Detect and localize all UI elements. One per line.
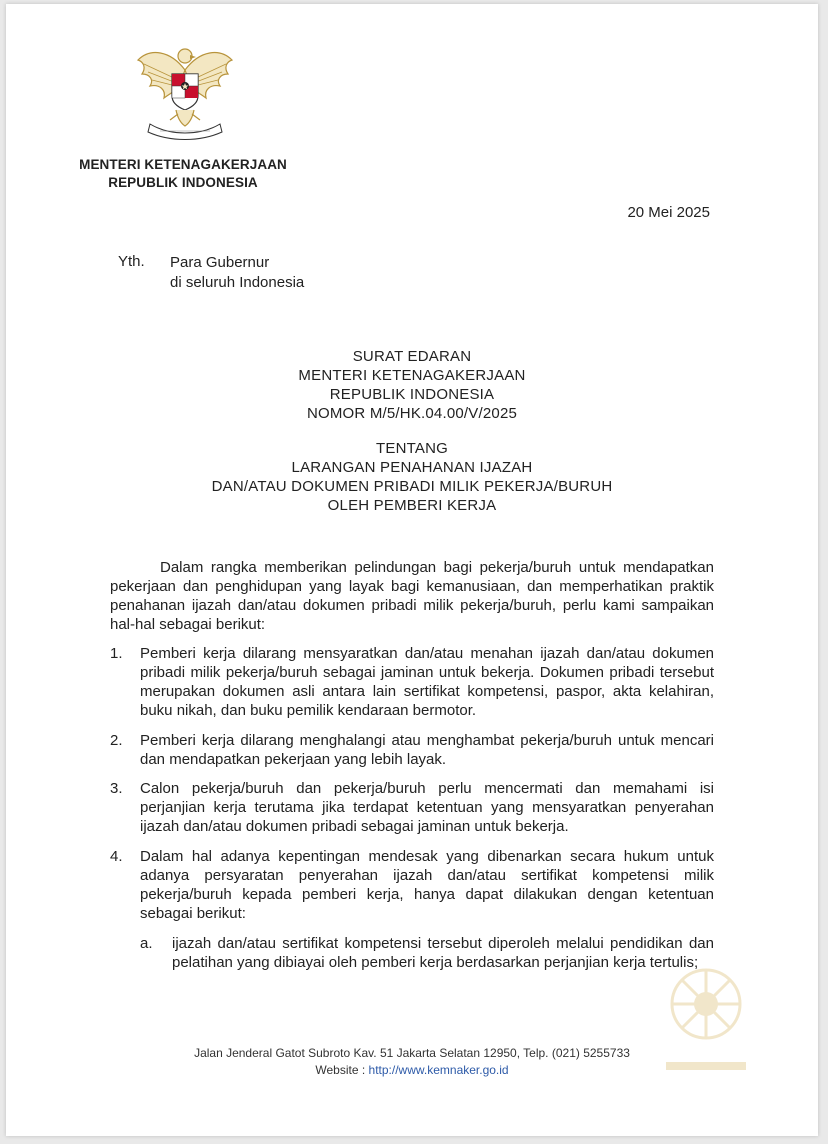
list-item-number: 1.: [110, 645, 123, 662]
list-item: [110, 779, 714, 836]
ministry-heading: [78, 156, 288, 192]
subject-label: TENTANG: [376, 440, 448, 457]
subject-line-2: DAN/ATAU DOKUMEN PRIBADI MILIK PEKERJA/BURUH: [211, 478, 613, 495]
list-item: [110, 731, 714, 769]
sub-list-item-letter: a.: [140, 935, 153, 952]
garuda-emblem-icon: [130, 40, 240, 144]
list-item-text: Calon pekerja/buruh dan pekerja/buruh perlu mencermati dan memahami isi perjanjian kerja terutama jika terdapat ketentuan yang mensyaratkan penyerahan ijazah dan/atau dokumen pribadi sebagai jaminan untuk bekerja.: [140, 780, 714, 835]
title-line-2: MENTERI KETENAGAKERJAAN: [298, 367, 526, 384]
list-item: [110, 644, 714, 720]
subject-line-1: LARANGAN PENAHANAN IJAZAH: [291, 459, 533, 476]
footer-address: Jalan Jenderal Gatot Subroto Kav. 51 Jakarta Selatan 12950, Telp. (021) 5255733: [194, 1046, 630, 1060]
website-label: Website :: [315, 1063, 366, 1077]
addressee-line-1: Para Gubernur: [170, 254, 270, 271]
website-link[interactable]: http://www.kemnaker.go.id: [368, 1063, 509, 1077]
list-item-text: Pemberi kerja dilarang menghalangi atau menghambat pekerja/buruh untuk mencari dan mendapatkan pekerjaan yang lebih layak.: [140, 732, 714, 768]
list-item-text: Dalam hal adanya kepentingan mendesak yang dibenarkan secara hukum untuk adanya persyaratan penyerahan ijazah dan/atau sertifikat kompetensi milik pekerja/buruh kepada pemberi kerja, hanya dapat dilakukan dengan ketentuan sebagai berikut:: [140, 848, 714, 922]
title-line-3: REPUBLIK INDONESIA: [329, 386, 495, 403]
list-item: [110, 847, 714, 923]
ministry-line-2: REPUBLIK INDONESIA: [108, 175, 258, 190]
list-item-text: Pemberi kerja dilarang mensyaratkan dan/atau menahan ijazah dan/atau dokumen pribadi milik pekerja/buruh sebagai jaminan untuk bekerja. Dokumen pribadi tersebut merupakan dokumen asli antara lain sertifikat kompetensi, paspor, akta kelahiran, buku nikah, dan buku pemilik kendaraan bermotor.: [140, 645, 714, 719]
ministry-line-1: MENTERI KETENAGAKERJAAN: [79, 157, 287, 172]
letter-page: [6, 4, 818, 1136]
circular-subject: [6, 439, 818, 515]
title-number: NOMOR M/5/HK.04.00/V/2025: [306, 405, 518, 422]
letter-date: 20 Mei 2025: [627, 204, 710, 221]
addressee-block: [170, 253, 304, 293]
list-item-number: 2.: [110, 732, 123, 749]
list-item-number: 4.: [110, 848, 123, 865]
addressee-label: Yth.: [118, 253, 145, 270]
title-line-1: SURAT EDARAN: [352, 348, 472, 365]
list-item-number: 3.: [110, 780, 123, 797]
circular-title: [6, 347, 818, 423]
subject-line-3: OLEH PEMBERI KERJA: [327, 497, 497, 514]
letter-footer: [6, 1045, 818, 1079]
sub-list-item: [140, 934, 714, 972]
intro-paragraph: Dalam rangka memberikan pelindungan bagi pekerja/buruh untuk mendapatkan pekerjaan dan penghidupan yang layak bagi kemanusiaan, dan memperhatikan praktik penahanan ijazah dan/atau dokumen pribadi milik pekerja/buruh, perlu kami sampaikan hal-hal sebagai berikut:: [110, 559, 714, 633]
sub-list-item-text: ijazah dan/atau sertifikat kompetensi tersebut diperoleh melalui pendidikan dan pelatihan yang dibiayai oleh pemberi kerja berdasarkan perjanjian kerja tertulis;: [172, 935, 714, 971]
addressee-line-2: di seluruh Indonesia: [170, 274, 305, 291]
footer-website: [6, 1062, 818, 1079]
